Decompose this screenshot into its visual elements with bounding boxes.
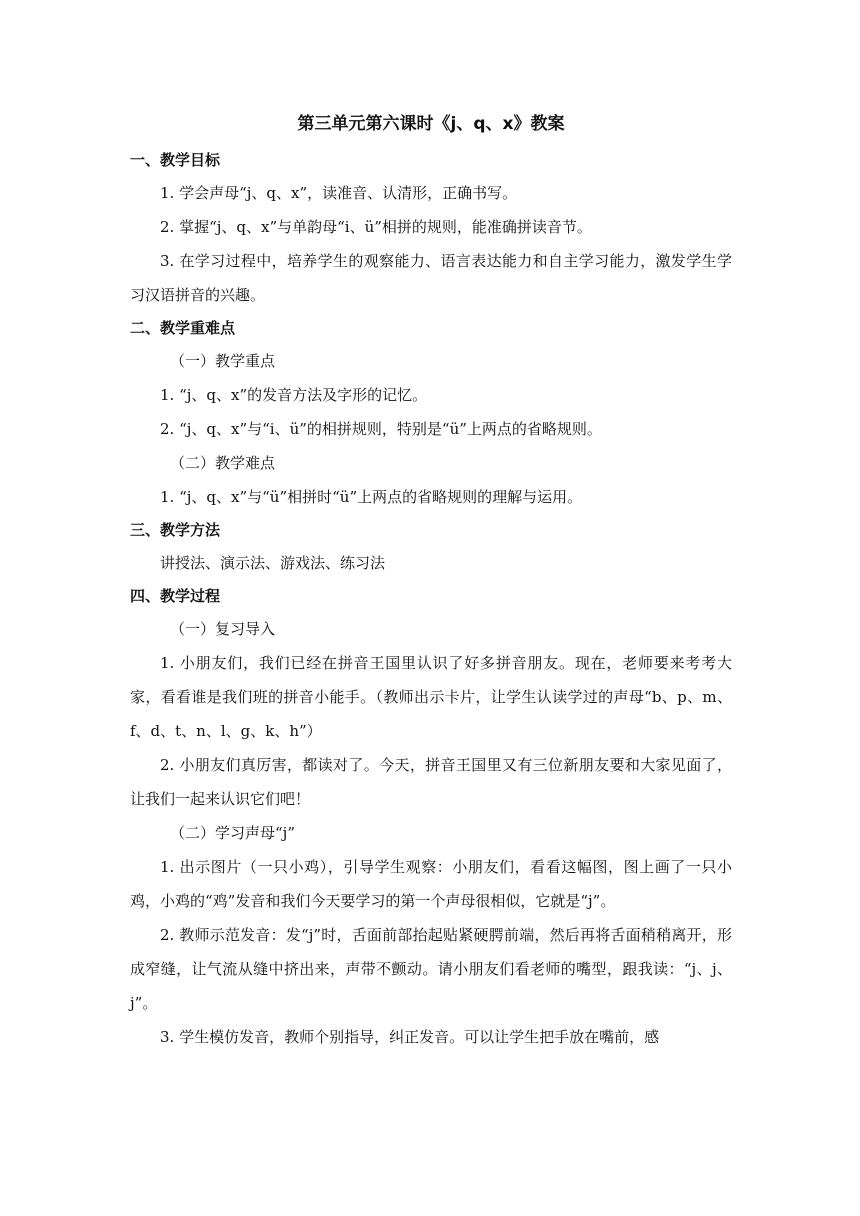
subheading: （一）复习导入 xyxy=(170,620,276,638)
paragraph: 2. 掌握“j、q、x”与单韵母“i、ü”相拼的规则，能准确拼读音节。 xyxy=(160,218,592,236)
subheading: （二）学习声母“j” xyxy=(170,824,295,842)
subheading: （二）教学难点 xyxy=(170,454,276,472)
paragraph: 讲授法、演示法、游戏法、练习法 xyxy=(160,554,386,572)
section-heading-methods: 三、教学方法 xyxy=(130,521,221,539)
paragraph: 1. “j、q、x”与“ü”相拼时“ü”上两点的省略规则的理解与运用。 xyxy=(160,488,583,506)
paragraph: 1. “j、q、x”的发音方法及字形的记忆。 xyxy=(160,386,428,404)
paragraph: 3. 在学习过程中，培养学生的观察能力、语言表达能力和自主学习能力，激发学生学习汉语拼音的兴趣。 xyxy=(130,252,732,304)
paragraph: 2. 教师示范发音：发“j”时，舌面前部抬起贴紧硬腭前端，然后再将舌面稍稍离开，形成窄缝，让气流从缝中挤出来，声带不颤动。请小朋友们看老师的嘴型，跟我读：“j、j、j”。 xyxy=(130,926,732,1012)
section-heading-process: 四、教学过程 xyxy=(130,587,221,605)
section-heading-key-points: 二、教学重难点 xyxy=(130,319,236,337)
paragraph: 2. 小朋友们真厉害，都读对了。今天，拼音王国里又有三位新朋友要和大家见面了，让我们一起来认识它们吧！ xyxy=(130,756,732,808)
section-heading-objectives: 一、教学目标 xyxy=(130,151,221,169)
paragraph: 2. “j、q、x”与“i、ü”的相拼规则，特别是“ü”上两点的省略规则。 xyxy=(160,420,602,438)
document-title: 第三单元第六课时《j、q、x》教案 xyxy=(297,114,565,134)
paragraph: 1. 学会声母“j、q、x”，读准音、认清形，正确书写。 xyxy=(160,184,518,202)
document-content xyxy=(130,110,732,1054)
paragraph: 1. 小朋友们，我们已经在拼音王国里认识了好多拼音朋友。现在，老师要来考考大家，看看谁是我们班的拼音小能手。（教师出示卡片，让学生认读学过的声母“b、p、m、f、d、t、n、l、g、k、h”） xyxy=(130,654,732,740)
subheading: （一）教学重点 xyxy=(170,352,276,370)
paragraph: 3. 学生模仿发音，教师个别指导，纠正发音。可以让学生把手放在嘴前，感 xyxy=(160,1028,660,1046)
paragraph: 1. 出示图片（一只小鸡），引导学生观察：小朋友们，看看这幅图，图上画了一只小鸡，小鸡的“鸡”发音和我们今天要学习的第一个声母很相似，它就是“j”。 xyxy=(130,858,732,910)
